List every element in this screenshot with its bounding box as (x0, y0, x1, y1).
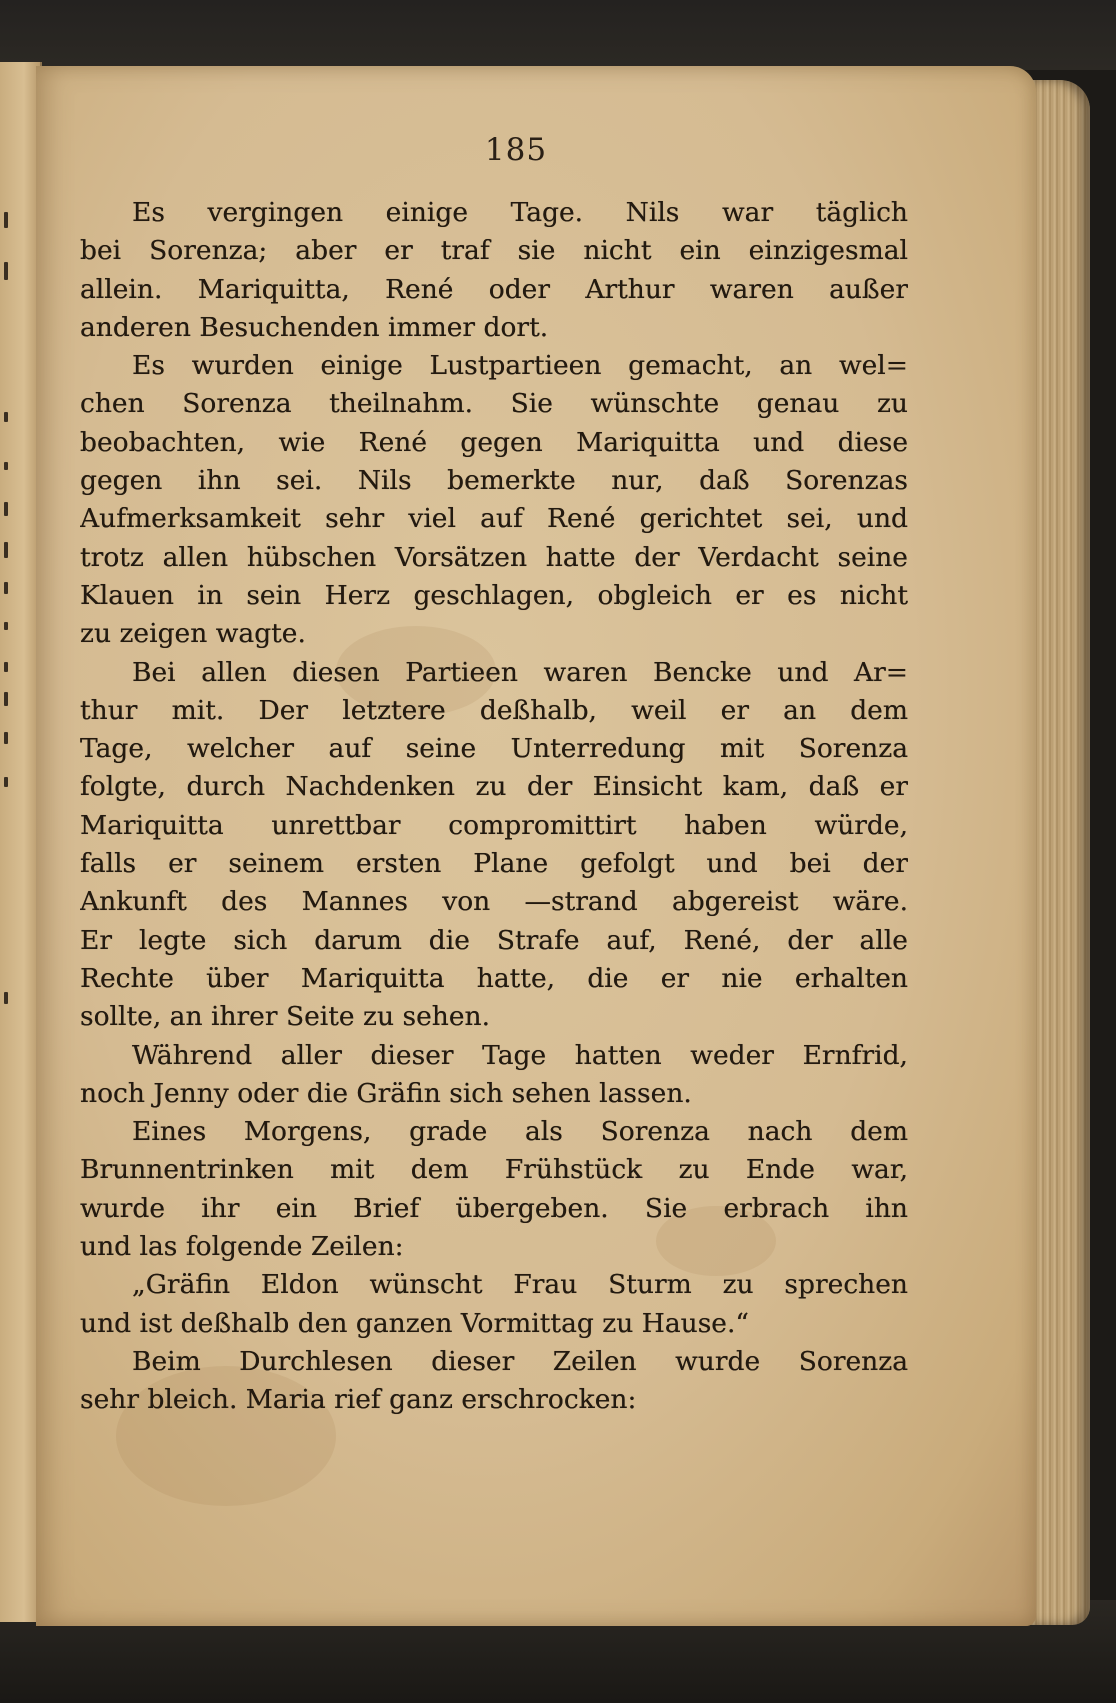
text-line: Tage, welcher auf seine Unterredung mit Sorenza (80, 733, 908, 765)
text-line: trotz allen hübschen Vorsätzen hatte der Verdacht seine (80, 541, 908, 573)
facing-page-ink-marks (2, 62, 22, 1622)
text-line: folgte, durch Nachdenken zu der Einsicht kam, daß er (80, 771, 908, 803)
page-number: 185 (484, 132, 548, 168)
text-line: beobachten, wie René gegen Mariquitta und diese (80, 426, 908, 458)
text-line: noch Jenny oder die Gräfin sich sehen lassen. (80, 1077, 692, 1109)
text-line: zu zeigen wagte. (80, 618, 306, 650)
text-line: allein. Mariquitta, René oder Arthur waren außer (80, 273, 908, 305)
text-line: falls er seinem ersten Plane gefolgt und bei der (80, 848, 908, 880)
text-line: Bei allen diesen Partieen waren Bencke und Ar= (132, 656, 908, 688)
text-line: Rechte über Mariquitta hatte, die er nie erhalten (80, 962, 908, 994)
text-line: Es vergingen einige Tage. Nils war täglich (132, 197, 908, 228)
text-line: sollte, an ihrer Seite zu sehen. (80, 1001, 490, 1033)
text-line: Beim Durchlesen dieser Zeilen wurde Sorenza (132, 1345, 908, 1377)
text-line: Brunnentrinken mit dem Frühstück zu Ende war, (80, 1154, 908, 1186)
text-line: chen Sorenza theilnahm. Sie wünschte genau zu (80, 388, 908, 420)
body-text (80, 194, 908, 1420)
text-line: Ankunft des Mannes von —strand abgereist wäre. (80, 886, 908, 918)
text-line: bei Sorenza; aber er traf sie nicht ein einzigesmal (80, 235, 908, 267)
text-line: anderen Besuchenden immer dort. (80, 311, 549, 343)
text-line: thur mit. Der letztere deßhalb, weil er an dem (80, 694, 908, 726)
text-line: Aufmerksamkeit sehr viel auf René gerichtet sei, und (80, 503, 908, 535)
text-line: Mariquitta unrettbar compromittirt haben würde, (80, 809, 908, 841)
text-line: Er legte sich darum die Strafe auf, René, der alle (80, 924, 908, 956)
text-line: Es wurden einige Lustpartieen gemacht, an wel= (132, 350, 908, 382)
book-cover-top (0, 0, 1116, 70)
text-line: wurde ihr ein Brief übergeben. Sie erbrach ihn (80, 1192, 908, 1224)
text-line: Während aller dieser Tage hatten weder Ernfrid, (132, 1039, 908, 1071)
text-line: „Gräfin Eldon wünscht Frau Sturm zu sprechen (132, 1269, 908, 1301)
text-line: Klauen in sein Herz geschlagen, obgleich er es nicht (80, 579, 908, 611)
text-line: und las folgende Zeilen: (80, 1231, 404, 1263)
text-line: und ist deßhalb den ganzen Vormittag zu Hause.“ (80, 1307, 749, 1339)
text-line: Eines Morgens, grade als Sorenza nach dem (132, 1116, 908, 1148)
book-page (36, 66, 1036, 1626)
text-line: sehr bleich. Maria rief ganz erschrocken: (80, 1384, 637, 1416)
text-line: gegen ihn sei. Nils bemerkte nur, daß Sorenzas (80, 465, 908, 497)
